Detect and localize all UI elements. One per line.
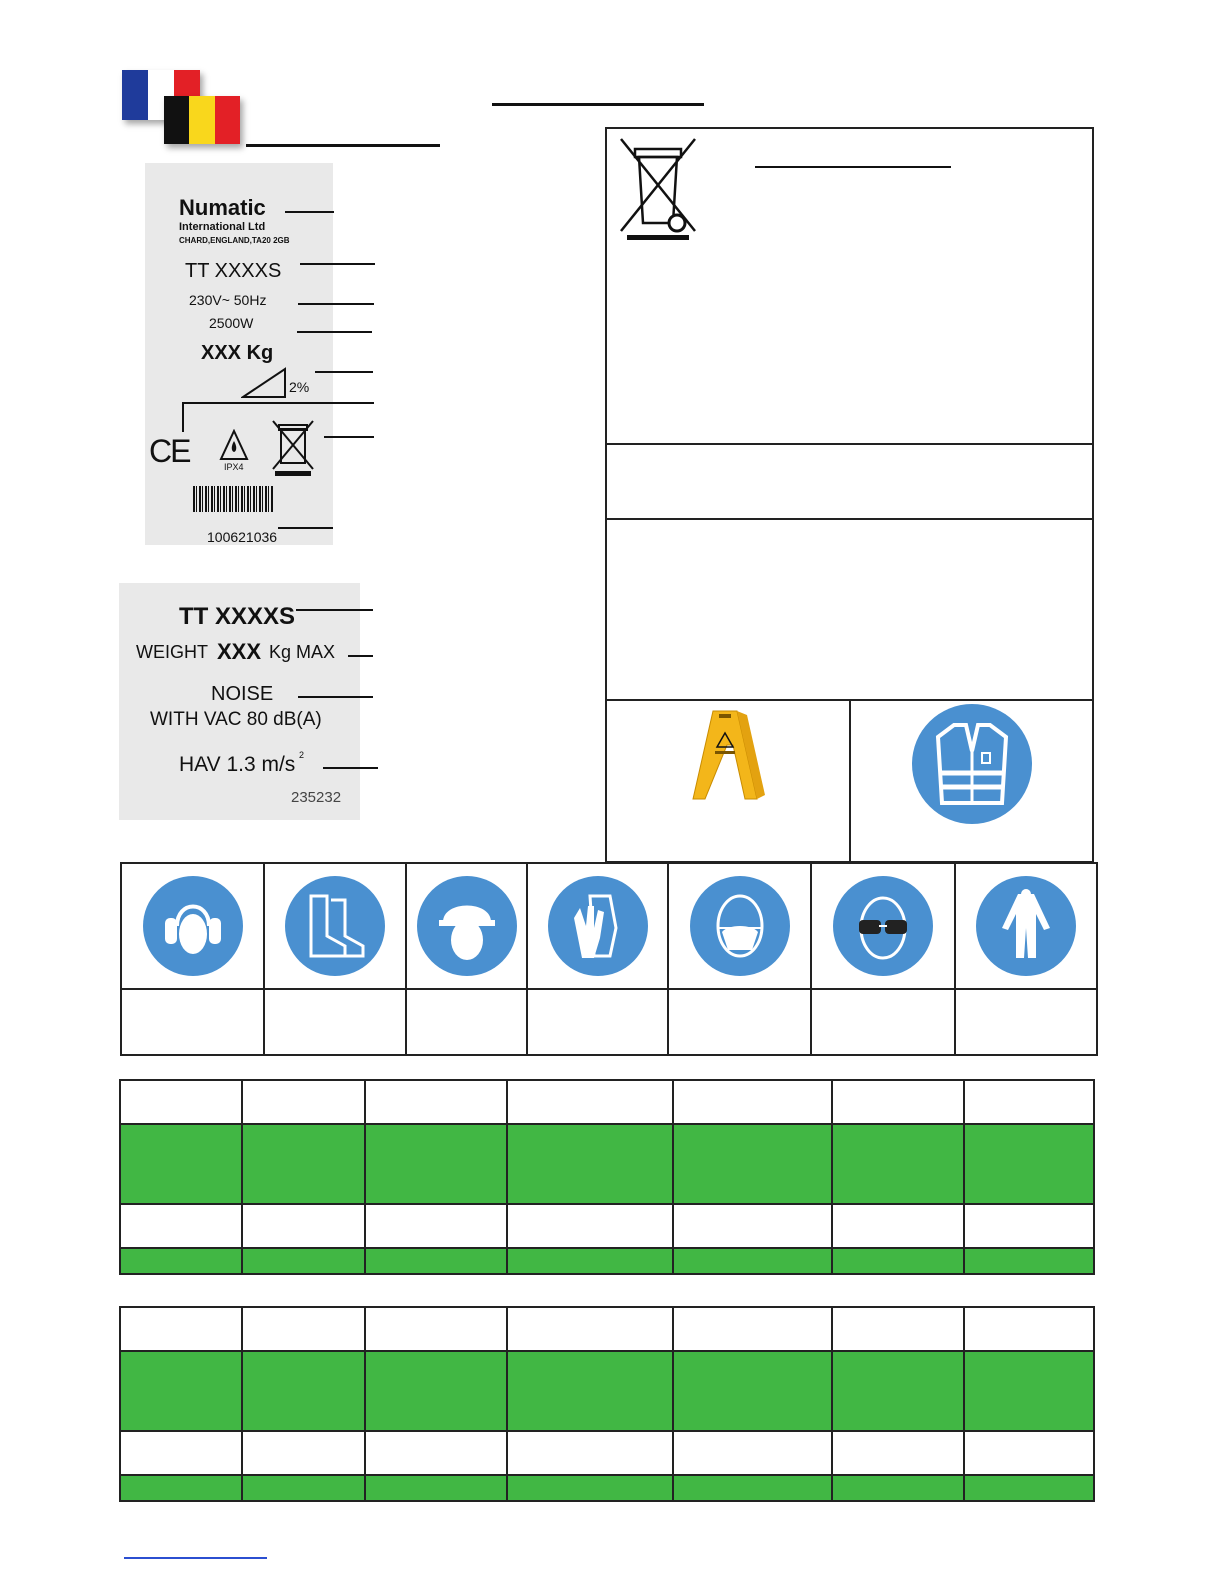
leader-line (297, 331, 372, 333)
spec-weight-prefix: WEIGHT (136, 642, 208, 662)
leader-line (298, 696, 373, 698)
weee-info-box (605, 127, 1094, 445)
table-cell (832, 1475, 964, 1501)
model-number: TT XXXXS (185, 260, 282, 282)
warning-sign-box (605, 699, 851, 863)
ppe-cell (406, 863, 527, 989)
voltage-rating: 230V~ 50Hz (189, 292, 267, 308)
hi-vis-box (849, 699, 1094, 863)
table-cell (365, 1248, 507, 1274)
weight-value: XXX Kg (201, 342, 274, 364)
power-rating: 2500W (209, 315, 254, 331)
ppe-caption-cell (668, 989, 811, 1055)
table-cell (365, 1307, 507, 1351)
table-cell (832, 1124, 964, 1204)
table-cell (365, 1124, 507, 1204)
gloves-icon (548, 876, 648, 976)
leader-line (323, 767, 378, 769)
spec-label-card (119, 583, 360, 820)
hard-hat-icon (417, 876, 517, 976)
table-cell (673, 1307, 832, 1351)
noise-title: NOISE (211, 683, 274, 705)
table-cell (365, 1204, 507, 1248)
hi-vis-vest-icon (912, 704, 1032, 824)
table-cell (673, 1248, 832, 1274)
overalls-icon (976, 876, 1076, 976)
ppe-cell (955, 863, 1097, 989)
spec-model-number: TT XXXXS (179, 603, 296, 630)
leader-line (296, 609, 373, 611)
ppe-caption-cell (406, 989, 527, 1055)
table-cell (120, 1351, 242, 1431)
table-cell (507, 1475, 673, 1501)
safety-boots-icon (285, 876, 385, 976)
serial-number: 100621036 (207, 529, 278, 545)
water-drop-icon (219, 429, 249, 461)
spec-code: 235232 (291, 789, 342, 806)
table-cell (832, 1431, 964, 1475)
table-cell (964, 1204, 1094, 1248)
table-cell (507, 1248, 673, 1274)
table-cell (242, 1351, 365, 1431)
table-cell (673, 1475, 832, 1501)
ppe-cell (121, 863, 264, 989)
ppe-caption-cell (527, 989, 668, 1055)
leader-line (315, 371, 373, 373)
table-cell (507, 1080, 673, 1124)
ppe-caption-cell (264, 989, 406, 1055)
table-cell (365, 1431, 507, 1475)
spec-weight-value: XXX (217, 639, 262, 664)
barcode (193, 486, 273, 512)
table-cell (673, 1204, 832, 1248)
spec-weight-suffix: Kg MAX (269, 642, 336, 662)
table-cell (964, 1248, 1094, 1274)
table-cell (365, 1351, 507, 1431)
table-cell (832, 1204, 964, 1248)
table-cell (242, 1431, 365, 1475)
ppe-cell (668, 863, 811, 989)
table-cell (673, 1124, 832, 1204)
table-cell (365, 1475, 507, 1501)
table-cell (120, 1248, 242, 1274)
weee-heading-rule (755, 166, 951, 168)
company-address: CHARD,ENGLAND,TA20 2GB (179, 236, 290, 245)
table-cell (507, 1307, 673, 1351)
leader-line (285, 211, 334, 213)
table-cell (120, 1124, 242, 1204)
weee-bin-icon (271, 419, 315, 477)
ear-defenders-icon (143, 876, 243, 976)
table-cell (832, 1248, 964, 1274)
ppe-caption-cell (955, 989, 1097, 1055)
table-cell (242, 1080, 365, 1124)
leader-line (278, 527, 333, 529)
ppe-caption-cell (811, 989, 955, 1055)
table-cell (365, 1080, 507, 1124)
table-cell (507, 1124, 673, 1204)
table-cell (964, 1307, 1094, 1351)
brand-name: Numatic (179, 195, 266, 220)
leader-line (182, 402, 184, 432)
table-cell (242, 1307, 365, 1351)
info-box-middle (605, 443, 1094, 520)
table-cell (673, 1351, 832, 1431)
table-cell (832, 1080, 964, 1124)
slope-value: 2% (289, 379, 310, 395)
table-cell (832, 1351, 964, 1431)
table-cell (832, 1307, 964, 1351)
spec-table-2 (119, 1306, 1095, 1502)
leader-line (182, 402, 374, 404)
ipx-rating: IPX4 (224, 462, 244, 472)
table-cell (242, 1475, 365, 1501)
belgian-flag (164, 96, 240, 144)
ppe-cell (264, 863, 406, 989)
hav-value: HAV 1.3 m/s (179, 753, 296, 776)
table-cell (242, 1204, 365, 1248)
table-cell (120, 1475, 242, 1501)
table-cell (964, 1124, 1094, 1204)
table-cell (507, 1431, 673, 1475)
table-cell (673, 1080, 832, 1124)
subtitle-rule (246, 144, 440, 147)
table-cell (964, 1080, 1094, 1124)
ppe-cell (811, 863, 955, 989)
table-cell (120, 1307, 242, 1351)
footer-link-rule[interactable] (124, 1557, 267, 1559)
spec-table-1 (119, 1079, 1095, 1275)
title-rule (492, 103, 704, 106)
dust-mask-icon (690, 876, 790, 976)
table-cell (120, 1431, 242, 1475)
leader-line (298, 303, 374, 305)
table-cell (507, 1351, 673, 1431)
table-cell (507, 1204, 673, 1248)
table-cell (964, 1431, 1094, 1475)
leader-line (348, 655, 373, 657)
ppe-caption-cell (121, 989, 264, 1055)
info-box-lower (605, 518, 1094, 701)
ce-mark: CE (149, 433, 190, 469)
table-cell (120, 1204, 242, 1248)
rating-label-card (145, 163, 333, 545)
slope-icon (241, 367, 291, 399)
leader-line (324, 436, 374, 438)
leader-line (300, 263, 375, 265)
ppe-cell (527, 863, 668, 989)
noise-value: WITH VAC 80 dB(A) (150, 709, 322, 730)
wet-floor-sign-icon (685, 705, 775, 805)
ppe-grid (120, 862, 1098, 1056)
table-cell (242, 1248, 365, 1274)
table-cell (964, 1351, 1094, 1431)
table-cell (120, 1080, 242, 1124)
table-cell (964, 1475, 1094, 1501)
crossed-bin-icon (619, 135, 697, 241)
hav-exponent: 2 (299, 750, 305, 760)
table-cell (242, 1124, 365, 1204)
company-name: International Ltd (179, 221, 266, 233)
table-cell (673, 1431, 832, 1475)
safety-glasses-icon (833, 876, 933, 976)
